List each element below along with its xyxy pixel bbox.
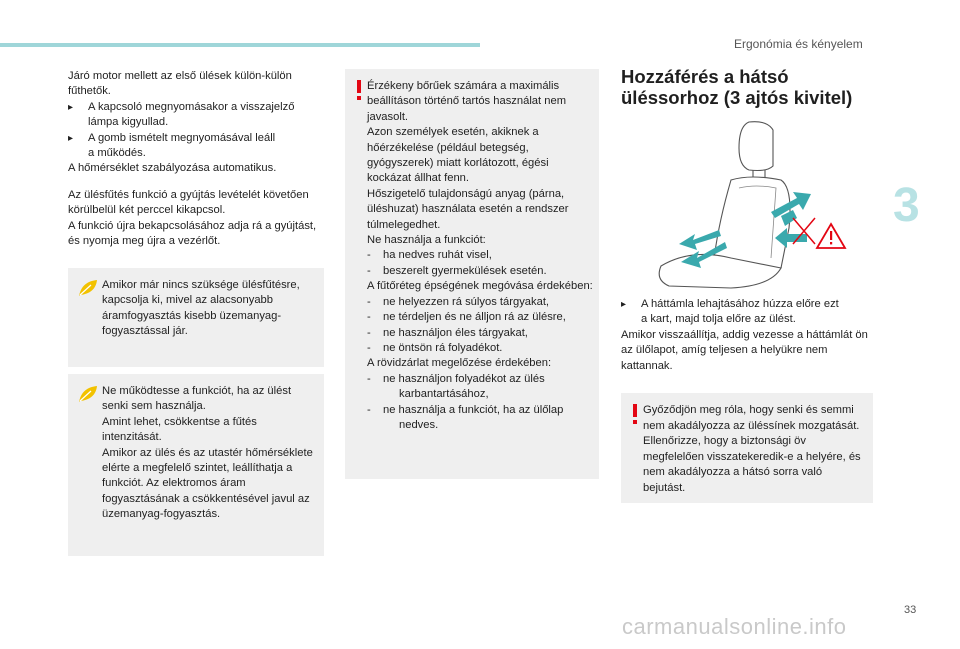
step-item <box>621 297 877 328</box>
eco-leaf-icon <box>77 278 99 298</box>
step-text-cont: lámpa kigyullad. <box>88 116 169 129</box>
reset-paragraph: Amikor visszaállítja, addig vezesse a háttámlát ön az ülőlapot, amíg teljesen a helyükre nem kattannak. <box>621 328 868 372</box>
dash-marker: - <box>367 372 371 385</box>
list-item <box>367 326 593 341</box>
warning-triangle-icon <box>817 224 845 248</box>
step-bullet-icon: ▸ <box>68 101 74 113</box>
warning-box <box>345 69 599 479</box>
step-text: A kapcsoló megnyomásakor a visszajelző <box>88 100 295 113</box>
list-item-continuation: karbantartásához, <box>399 388 489 401</box>
step-item <box>68 131 324 162</box>
dash-marker: - <box>367 295 371 308</box>
dash-marker: - <box>367 326 371 339</box>
dash-marker: - <box>367 249 371 262</box>
dash-marker: - <box>367 264 371 277</box>
dash-marker: - <box>367 341 371 354</box>
step-text-cont: a működés. <box>88 147 146 160</box>
list-item <box>367 295 593 310</box>
list-item-text: ne helyezzen rá súlyos tárgyakat, <box>383 295 550 308</box>
eco-tip-text: Ne működtesse a funkciót, ha az ülést senki sem használja. Amint lehet, csökkentse a fűtés intenzitását. Amikor az ülés és az utastér hőmérséklete elérte a megfelelő szintet, leállíthatja a funkciót. Az elektromos áram fogyasztásának a csökkentésével javul az üzemanyag-fogyasztás. <box>102 385 313 521</box>
step-bullet-icon: ▸ <box>621 299 627 310</box>
list-item <box>367 403 593 418</box>
step-text: A gomb ismételt megnyomásával leáll <box>88 131 276 144</box>
list-item-text: ne használjon folyadékot az ülés <box>383 372 545 385</box>
step-item <box>68 100 324 131</box>
list-item-text: beszerelt gyermekülések esetén. <box>383 264 547 277</box>
list-item <box>367 310 593 325</box>
warning-content <box>367 79 593 433</box>
warning-subheading: A fűtőréteg épségének megóvása érdekében: <box>367 280 593 293</box>
section-title: Ergonómia és kényelem <box>734 37 863 51</box>
list-item-text: ne öntsön rá folyadékot. <box>383 341 503 354</box>
section-heading: Hozzáférés a hátsó üléssorhoz (3 ajtós kivitel) <box>621 66 853 108</box>
list-item-text: ne térdeljen és ne álljon rá az ülésre, <box>383 311 566 324</box>
warning-exclamation-icon <box>630 403 640 425</box>
warning-intro: Érzékeny bőrűek számára a maximális beállításon történő tartós használat nem javasolt. Azon személyek esetén, akiknek a hőérzékelése (például betegség, gyógyszerek) miatt korlátozott, égési kockázat állhat fenn. Hőszigetelő tulajdonságú anyag (párna, üléshuzat) használata esetén a rendszer túlmelegedhet. Ne használja a funkciót: <box>367 80 569 247</box>
eco-tip-box <box>68 268 324 367</box>
seat-heating-column <box>68 69 324 249</box>
eco-tip-text: Amikor már nincs szüksége ülésfűtésre, kapcsolja ki, mivel az alacsonyabb áramfogyasztás kisebb üzemanyag-fogyasztással jár. <box>102 279 300 338</box>
rear-access-column <box>621 297 877 374</box>
dash-marker: - <box>367 403 371 416</box>
step-text: A háttámla lehajtásához húzza előre ezt <box>641 298 839 310</box>
eco-leaf-icon <box>77 384 99 404</box>
step-bullet-icon: ▸ <box>68 132 74 144</box>
warning-subheading: A rövidzárlat megelőzése érdekében: <box>367 357 552 370</box>
warning-exclamation-icon <box>354 79 364 101</box>
list-item <box>367 341 593 356</box>
intro-text: Járó motor mellett az első ülések külön-külön fűthetők. <box>68 70 292 98</box>
list-item-continuation: nedves. <box>399 418 439 431</box>
eco-tip-box <box>68 374 324 556</box>
watermark: carmanualsonline.info <box>622 614 847 639</box>
seat-lever-illustration <box>621 118 873 290</box>
chapter-number: 3 <box>893 179 920 232</box>
step-text-cont: a kart, majd tolja előre az ülést. <box>641 313 796 326</box>
temperature-note: A hőmérséklet szabályozása automatikus. <box>68 162 277 175</box>
warning-text: Győződjön meg róla, hogy senki és semmi nem akadályozza az üléssínek mozgatását. Ellenőrizze, hogy a biztonsági öv megfelelően visszatekeredik-e a helyére, és nem akadályozza a hátsó sorra való bejutást. <box>643 404 861 494</box>
list-item-text: ne használja a funkciót, ha az ülőlap <box>383 403 564 416</box>
list-item-text: ne használjon éles tárgyakat, <box>383 326 528 339</box>
auto-off-paragraph: Az ülésfűtés funkció a gyújtás levételét követően körülbelül két perccel kikapcsol. A funkció újra bekapcsolásához adja rá a gyújtást, és nyomja meg újra a vezérlőt. <box>68 188 317 248</box>
warning-box <box>621 393 873 503</box>
dash-marker: - <box>367 311 371 324</box>
list-item <box>367 248 593 263</box>
list-item <box>367 264 593 279</box>
list-item <box>367 372 593 387</box>
page-number: 33 <box>904 604 917 616</box>
header-accent-bar <box>0 43 480 47</box>
list-item-text: ha nedves ruhát visel, <box>383 249 492 262</box>
